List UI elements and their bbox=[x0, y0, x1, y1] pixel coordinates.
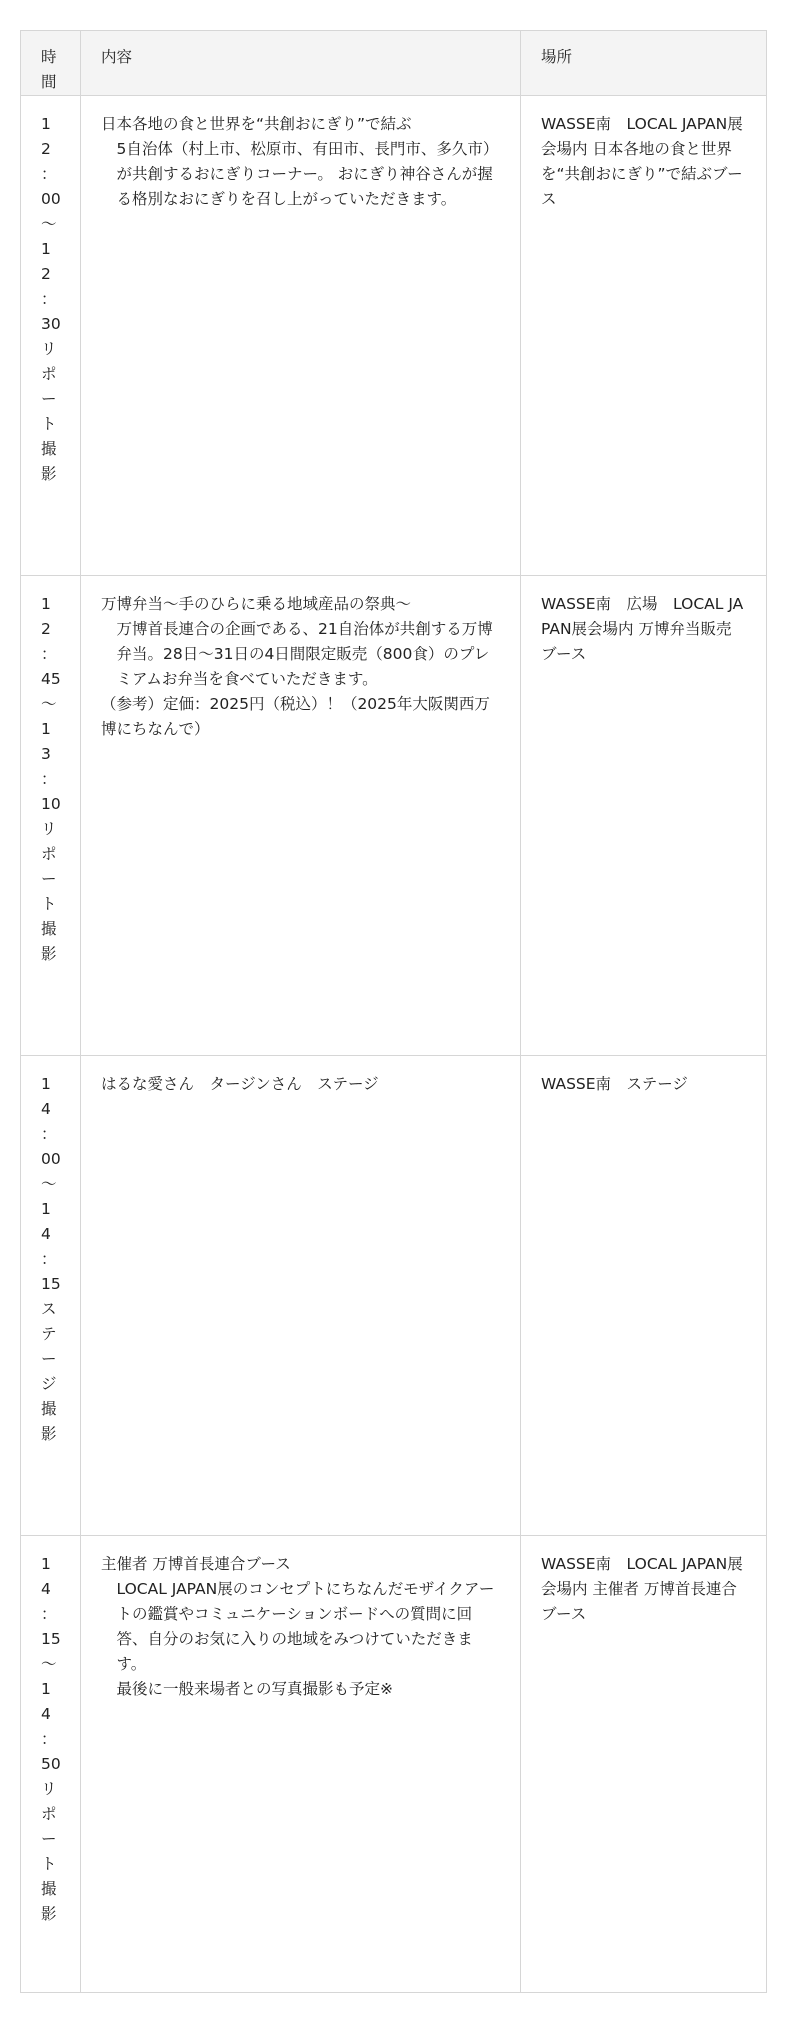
content-cell bbox=[81, 96, 521, 576]
header-time: 時間 bbox=[21, 31, 81, 96]
table-row bbox=[21, 96, 767, 576]
time-cell: 12：45～13：10リポート撮影 bbox=[21, 576, 81, 1056]
content-cell bbox=[81, 576, 521, 1056]
content-title: 日本各地の食と世界を“共創おにぎり”で結ぶ bbox=[101, 115, 412, 133]
place-cell: WASSE南 広場 LOCAL JAPAN展会場内 万博弁当販売ブース bbox=[521, 576, 767, 1056]
time-cell: 14：15～14：50リポート撮影 bbox=[21, 1536, 81, 1993]
time-cell: 14：00～14：15ステージ撮影 bbox=[21, 1056, 81, 1536]
header-place: 場所 bbox=[521, 31, 767, 96]
content-note: （参考）定価：2025円（税込）！（2025年大阪関西万博にちなんで） bbox=[101, 695, 490, 738]
schedule-table bbox=[20, 30, 767, 1993]
content-title: はるな愛さん タージンさん ステージ bbox=[101, 1075, 379, 1093]
time-cell: 12：00～12：30リポート撮影 bbox=[21, 96, 81, 576]
content-body: LOCAL JAPAN展のコンセプトにちなんだモザイクアートの鑑賞やコミュニケーションボードへの質問に回答、自分のお気に入りの地域をみつけていただきます。 bbox=[116, 1580, 495, 1673]
content-note: 最後に一般来場者との写真撮影も予定※ bbox=[116, 1680, 393, 1698]
table-header bbox=[21, 31, 767, 96]
table-body bbox=[21, 96, 767, 1993]
header-row bbox=[21, 31, 767, 96]
content-title: 主催者 万博首長連合ブース bbox=[101, 1555, 291, 1573]
place-cell: WASSE南 ステージ bbox=[521, 1056, 767, 1536]
place-cell: WASSE南 LOCAL JAPAN展会場内 日本各地の食と世界を“共創おにぎり”で結ぶブース bbox=[521, 96, 767, 576]
content-body: 5自治体（村上市、松原市、有田市、長門市、多久市）が共創するおにぎりコーナー。 おにぎり神谷さんが握る格別なおにぎりを召し上がっていただきます。 bbox=[116, 140, 499, 208]
content-body: 万博首長連合の企画である、21自治体が共創する万博弁当。28日～31日の4日間限定販売（800食）のプレミアムお弁当を食べていただきます。 bbox=[116, 620, 493, 688]
header-content: 内容 bbox=[81, 31, 521, 96]
table-row bbox=[21, 1536, 767, 1993]
content-cell bbox=[81, 1536, 521, 1993]
content-cell bbox=[81, 1056, 521, 1536]
content-title: 万博弁当～手のひらに乗る地域産品の祭典～ bbox=[101, 595, 412, 613]
place-cell: WASSE南 LOCAL JAPAN展会場内 主催者 万博首長連合ブース bbox=[521, 1536, 767, 1993]
table-row bbox=[21, 1056, 767, 1536]
table-row bbox=[21, 576, 767, 1056]
